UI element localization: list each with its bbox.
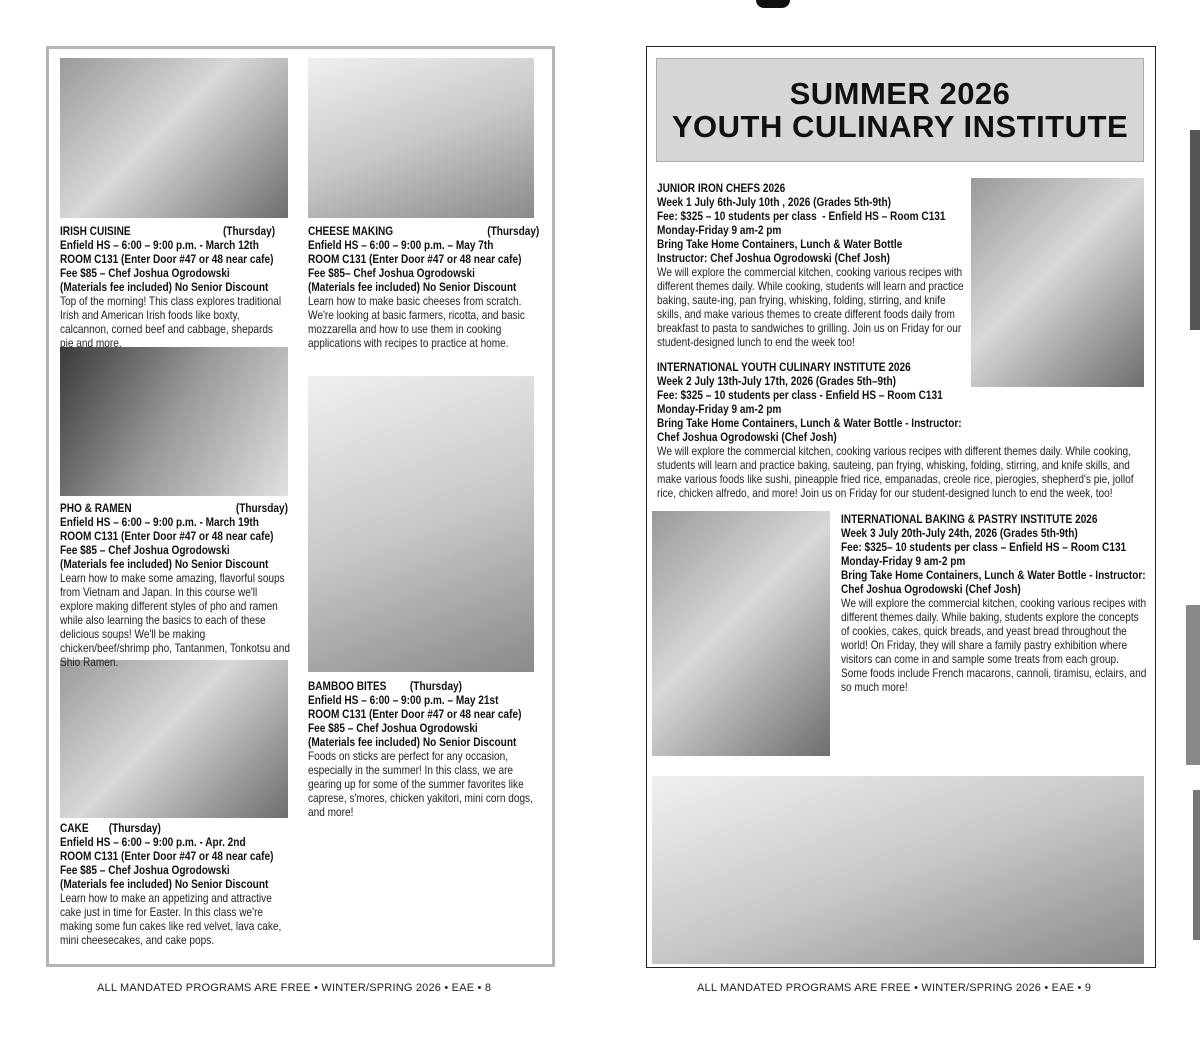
class-time: Enfield HS – 6:00 – 9:00 p.m. - March 19th xyxy=(60,515,259,529)
class-fee: Fee $85 – Chef Joshua Ogrodowski xyxy=(60,266,230,280)
program-title: JUNIOR IRON CHEFS 2026 xyxy=(657,181,786,195)
class-title: CAKE xyxy=(60,821,89,835)
class-materials: (Materials fee included) No Senior Discount xyxy=(308,735,517,749)
class-room: ROOM C131 (Enter Door #47 or 48 near cafe) xyxy=(308,252,522,266)
class-title: BAMBOO BITES xyxy=(308,679,387,693)
class-day: (Thursday) xyxy=(487,224,540,238)
program-week: Week 3 July 20th-July 24th, 2026 (Grades 5th-9th) xyxy=(841,526,1078,540)
class-time: Enfield HS – 6:00 – 9:00 p.m. – May 7th xyxy=(308,238,494,252)
page-title-box xyxy=(656,58,1144,162)
class-title: PHO & RAMEN xyxy=(60,501,132,515)
ramen-photo xyxy=(60,347,288,496)
class-time: Enfield HS – 6:00 – 9:00 p.m. - March 12th xyxy=(60,238,259,252)
class-room: ROOM C131 (Enter Door #47 or 48 near cafe) xyxy=(60,529,274,543)
class-room: ROOM C131 (Enter Door #47 or 48 near cafe) xyxy=(60,849,274,863)
class-bamboo-bites xyxy=(308,679,545,819)
program-bring: Bring Take Home Containers, Lunch & Water Bottle - Instructor: xyxy=(657,416,962,430)
title-line-2: YOUTH CULINARY INSTITUTE xyxy=(671,109,1129,144)
class-fee: Fee $85 – Chef Joshua Ogrodowski xyxy=(60,863,230,877)
program-title: INTERNATIONAL BAKING & PASTRY INSTITUTE 2026 xyxy=(841,512,1098,526)
program-week: Week 1 July 6th-July 10th , 2026 (Grades 5th-9th) xyxy=(657,195,891,209)
program-instructor: Chef Joshua Ogrodowski (Chef Josh) xyxy=(657,430,837,444)
program-international-youth xyxy=(657,360,1144,500)
class-time: Enfield HS – 6:00 – 9:00 p.m. – May 21st xyxy=(308,693,499,707)
class-irish-cuisine xyxy=(60,224,287,350)
class-pho-ramen xyxy=(60,501,292,669)
class-room: ROOM C131 (Enter Door #47 or 48 near cafe) xyxy=(60,252,274,266)
corn-dogs-photo xyxy=(308,376,534,672)
girl-baker-photo xyxy=(652,511,830,756)
class-fee: Fee $85– Chef Joshua Ogrodowski xyxy=(308,266,475,280)
irish-cuisine-photo xyxy=(60,58,288,218)
class-description: Foods on sticks are perfect for any occasion, especially in the summer! In this class, we are gearing up for some of the summer favorites like caprese, s'mores, chicken yakitori, mini corn dogs, and more! xyxy=(308,749,533,819)
class-fee: Fee $85 – Chef Joshua Ogrodowski xyxy=(308,721,478,735)
cake-photo xyxy=(60,660,288,818)
program-description: We will explore the commercial kitchen, cooking various recipes with different themes daily. While cooking, students will learn and practice baking, sauteing, pan frying, whisking, folding, stirring, and knife skills, and make various foods like sushi, pineapple fried rice, empanadas, creole rice, pierogies, shepherd's pie, jollof rice, chicken alfredo, and more! Join us on Friday for our student-designed lunch to end the week, too! xyxy=(657,444,1134,500)
program-junior-iron-chefs xyxy=(657,181,970,349)
class-materials: (Materials fee included) No Senior Discount xyxy=(60,280,269,294)
adjacent-page-image xyxy=(1193,790,1200,940)
class-title: IRISH CUISINE xyxy=(60,224,131,238)
program-week: Week 2 July 13th-July 17th, 2026 (Grades 5th–9th) xyxy=(657,374,897,388)
program-description: We will explore the commercial kitchen, cooking various recipes with different themes daily. While cooking, students will learn and practice baking, saute-ing, pan frying, whisking, folding, stirring, and knife skills, and make various themes to create different foods daily from breakfast to pasta to sandwiches to grilling. Join us on Friday for our student-designed lunch to end the week too! xyxy=(657,265,964,349)
class-fee: Fee $85 – Chef Joshua Ogrodowski xyxy=(60,543,230,557)
class-day: (Thursday) xyxy=(235,501,288,515)
class-description: Top of the morning! This class explores traditional Irish and American Irish foods like boxty, calcannon, corned beef and cabbage, shepards pie and more. xyxy=(60,294,282,350)
adjacent-page-image xyxy=(1190,130,1200,330)
class-title: CHEESE MAKING xyxy=(308,224,394,238)
left-page-footer: ALL MANDATED PROGRAMS ARE FREE • WINTER/SPRING 2026 • EAE • 8 xyxy=(97,982,492,994)
class-cheese-making xyxy=(308,224,547,350)
program-schedule: Monday-Friday 9 am-2 pm xyxy=(841,554,966,568)
class-time: Enfield HS – 6:00 – 9:00 p.m. - Apr. 2nd xyxy=(60,835,246,849)
program-instructor: Instructor: Chef Joshua Ogrodowski (Chef Josh) xyxy=(657,251,890,265)
boy-chef-photo xyxy=(971,178,1144,387)
class-day: (Thursday) xyxy=(108,821,161,835)
class-day: (Thursday) xyxy=(222,224,276,238)
class-day: (Thursday) xyxy=(409,679,463,693)
program-fee: Fee: $325– 10 students per class – Enfield HS – Room C131 xyxy=(841,540,1127,554)
class-description: Learn how to make an appetizing and attractive cake just in time for Easter. In this class we're making some fun cakes like red velvet, lava cake, mini cheesecakes, and cake pops. xyxy=(60,891,282,947)
cheese-photo xyxy=(308,58,534,218)
class-cake xyxy=(60,821,292,947)
class-materials: (Materials fee included) No Senior Discount xyxy=(308,280,517,294)
title-line-1: SUMMER 2026 xyxy=(789,76,1011,111)
program-bring: Bring Take Home Containers, Lunch & Water Bottle xyxy=(657,237,903,251)
program-bring: Bring Take Home Containers, Lunch & Water Bottle - Instructor: xyxy=(841,568,1146,582)
class-description: Learn how to make basic cheeses from scratch. We're looking at basic farmers, ricotta, and basic mozzarella and how to use them in cooking applications with recipes to practice at home. xyxy=(308,294,525,350)
baking-ingredients-photo xyxy=(652,776,1144,964)
program-instructor: Chef Joshua Ogrodowski (Chef Josh) xyxy=(841,582,1021,596)
program-baking-pastry xyxy=(841,512,1148,694)
right-page-footer: ALL MANDATED PROGRAMS ARE FREE • WINTER/SPRING 2026 • EAE • 9 xyxy=(697,982,1092,994)
program-schedule: Monday-Friday 9 am-2 pm xyxy=(657,223,782,237)
program-title: INTERNATIONAL YOUTH CULINARY INSTITUTE 2026 xyxy=(657,360,911,374)
class-materials: (Materials fee included) No Senior Discount xyxy=(60,557,269,571)
page-tab-marker xyxy=(756,0,790,8)
adjacent-page-image xyxy=(1186,605,1200,765)
program-fee: Fee: $325 – 10 students per class - Enfield HS – Room C131 xyxy=(657,209,946,223)
program-description: We will explore the commercial kitchen, cooking various recipes with different themes daily. While baking, students explore the concepts of cookies, cakes, quick breads, and yeast bread throughout the world! On Friday, they will share a family pastry exhibition where visitors can come in and sample some treats from each group. Some foods include French macarons, cannoli, tiramisu, eclairs, and so much more! xyxy=(841,596,1147,694)
class-description: Learn how to make some amazing, flavorful soups from Vietnam and Japan. In this course we'll explore making different styles of pho and ramen while also learning the basics to each of these delicious soups! We'll be making chicken/beef/shrimp pho, Tantanmen, Tonkotsu and Shio Ramen. xyxy=(60,571,290,669)
program-schedule: Monday-Friday 9 am-2 pm xyxy=(657,402,782,416)
class-room: ROOM C131 (Enter Door #47 or 48 near cafe) xyxy=(308,707,522,721)
program-fee: Fee: $325 – 10 students per class - Enfield HS – Room C131 xyxy=(657,388,943,402)
class-materials: (Materials fee included) No Senior Discount xyxy=(60,877,269,891)
